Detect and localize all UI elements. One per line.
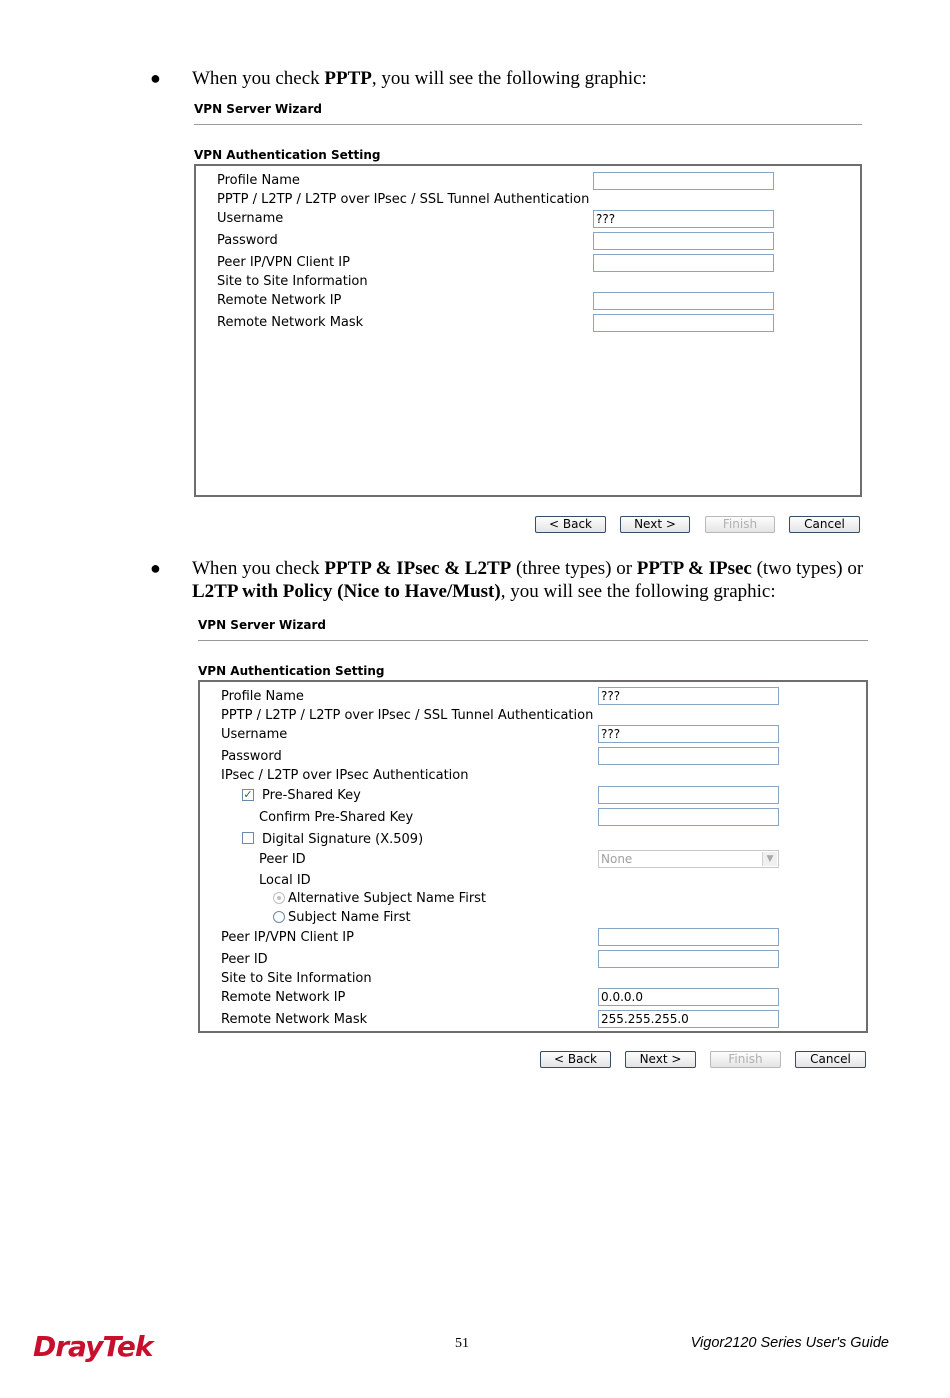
- section-title: VPN Authentication Setting: [194, 148, 381, 162]
- profile-name-input[interactable]: [593, 172, 774, 190]
- section-title: VPN Authentication Setting: [198, 664, 385, 678]
- peer-ip-label: Peer IP/VPN Client IP: [221, 930, 354, 945]
- auth-header: PPTP / L2TP / L2TP over IPsec / SSL Tunnel Authentication: [221, 708, 594, 723]
- confirm-psk-label: Confirm Pre-Shared Key: [259, 810, 414, 825]
- remote-mask-label: Remote Network Mask: [217, 315, 364, 330]
- remote-ip-label: Remote Network IP: [217, 293, 342, 308]
- remote-ip-input[interactable]: [593, 292, 774, 310]
- username-input[interactable]: ???: [598, 725, 779, 743]
- draytek-logo: DrayTek: [33, 1330, 153, 1363]
- page-number: 51: [455, 1336, 469, 1351]
- auth-header: PPTP / L2TP / L2TP over IPsec / SSL Tunnel Authentication: [217, 192, 590, 207]
- divider: [194, 124, 862, 125]
- next-button[interactable]: Next >: [625, 1051, 696, 1068]
- peer-ip-label: Peer IP/VPN Client IP: [217, 255, 350, 270]
- psk-input[interactable]: [598, 786, 779, 804]
- username-label: Username: [217, 211, 284, 226]
- remote-mask-input[interactable]: [593, 314, 774, 332]
- ipsec-auth-header: IPsec / L2TP over IPsec Authentication: [221, 768, 469, 783]
- password-input[interactable]: [593, 232, 774, 250]
- vpn-wizard-pptp: [194, 102, 862, 534]
- confirm-psk-input[interactable]: [598, 808, 779, 826]
- profile-name-input[interactable]: ???: [598, 687, 779, 705]
- divider: [198, 640, 868, 641]
- alt-subject-label: Alternative Subject Name First: [288, 891, 487, 906]
- wizard-title: VPN Server Wizard: [194, 102, 322, 116]
- cancel-button[interactable]: Cancel: [795, 1051, 866, 1068]
- wizard-title: VPN Server Wizard: [198, 618, 326, 632]
- digital-signature-label: Digital Signature (X.509): [262, 832, 424, 847]
- site-info-label: Site to Site Information: [217, 274, 368, 289]
- password-input[interactable]: [598, 747, 779, 765]
- username-input[interactable]: ???: [593, 210, 774, 228]
- remote-ip-label: Remote Network IP: [221, 990, 346, 1005]
- bullet-icon: ●: [150, 558, 161, 578]
- remote-mask-label: Remote Network Mask: [221, 1012, 368, 1027]
- peer-ip-input[interactable]: [593, 254, 774, 272]
- back-button[interactable]: < Back: [535, 516, 606, 533]
- remote-mask-input[interactable]: 255.255.255.0: [598, 1010, 779, 1028]
- bullet-text: When you check PPTP & IPsec & L2TP (three types) or PPTP & IPsec (two types) or L2TP with Policy (Nice to Have/Must), you will see the following graphic:: [192, 558, 864, 602]
- remote-ip-input[interactable]: 0.0.0.0: [598, 988, 779, 1006]
- peer-id2-label: Peer ID: [221, 952, 268, 967]
- password-label: Password: [221, 749, 282, 764]
- subject-radio[interactable]: [273, 911, 285, 923]
- guide-title: Vigor2120 Series User's Guide: [690, 1335, 889, 1351]
- site-info-label: Site to Site Information: [221, 971, 372, 986]
- settings-panel: [194, 164, 862, 497]
- peer-ip-input[interactable]: [598, 928, 779, 946]
- bullet-icon: ●: [150, 68, 161, 88]
- next-button[interactable]: Next >: [620, 516, 690, 533]
- peer-id-select[interactable]: [598, 850, 779, 868]
- profile-name-label: Profile Name: [221, 689, 304, 704]
- profile-name-label: Profile Name: [217, 173, 300, 188]
- vpn-wizard-ipsec: [198, 618, 868, 1072]
- subject-label: Subject Name First: [288, 910, 411, 925]
- psk-label: Pre-Shared Key: [262, 788, 361, 803]
- peer-id-select-value: None: [601, 852, 633, 866]
- chevron-down-icon: ▼: [762, 852, 777, 866]
- digital-signature-checkbox[interactable]: [242, 832, 254, 844]
- peer-id-label: Peer ID: [259, 852, 306, 867]
- finish-button[interactable]: Finish: [705, 516, 775, 533]
- cancel-button[interactable]: Cancel: [789, 516, 860, 533]
- password-label: Password: [217, 233, 278, 248]
- alt-subject-radio[interactable]: [273, 892, 285, 904]
- peer-id2-input[interactable]: [598, 950, 779, 968]
- username-label: Username: [221, 727, 288, 742]
- local-id-label: Local ID: [259, 873, 311, 888]
- settings-panel: [198, 680, 868, 1033]
- finish-button[interactable]: Finish: [710, 1051, 781, 1068]
- back-button[interactable]: < Back: [540, 1051, 611, 1068]
- bullet-text: When you check PPTP, you will see the following graphic:: [192, 68, 647, 89]
- psk-checkbox[interactable]: ✓: [243, 788, 253, 801]
